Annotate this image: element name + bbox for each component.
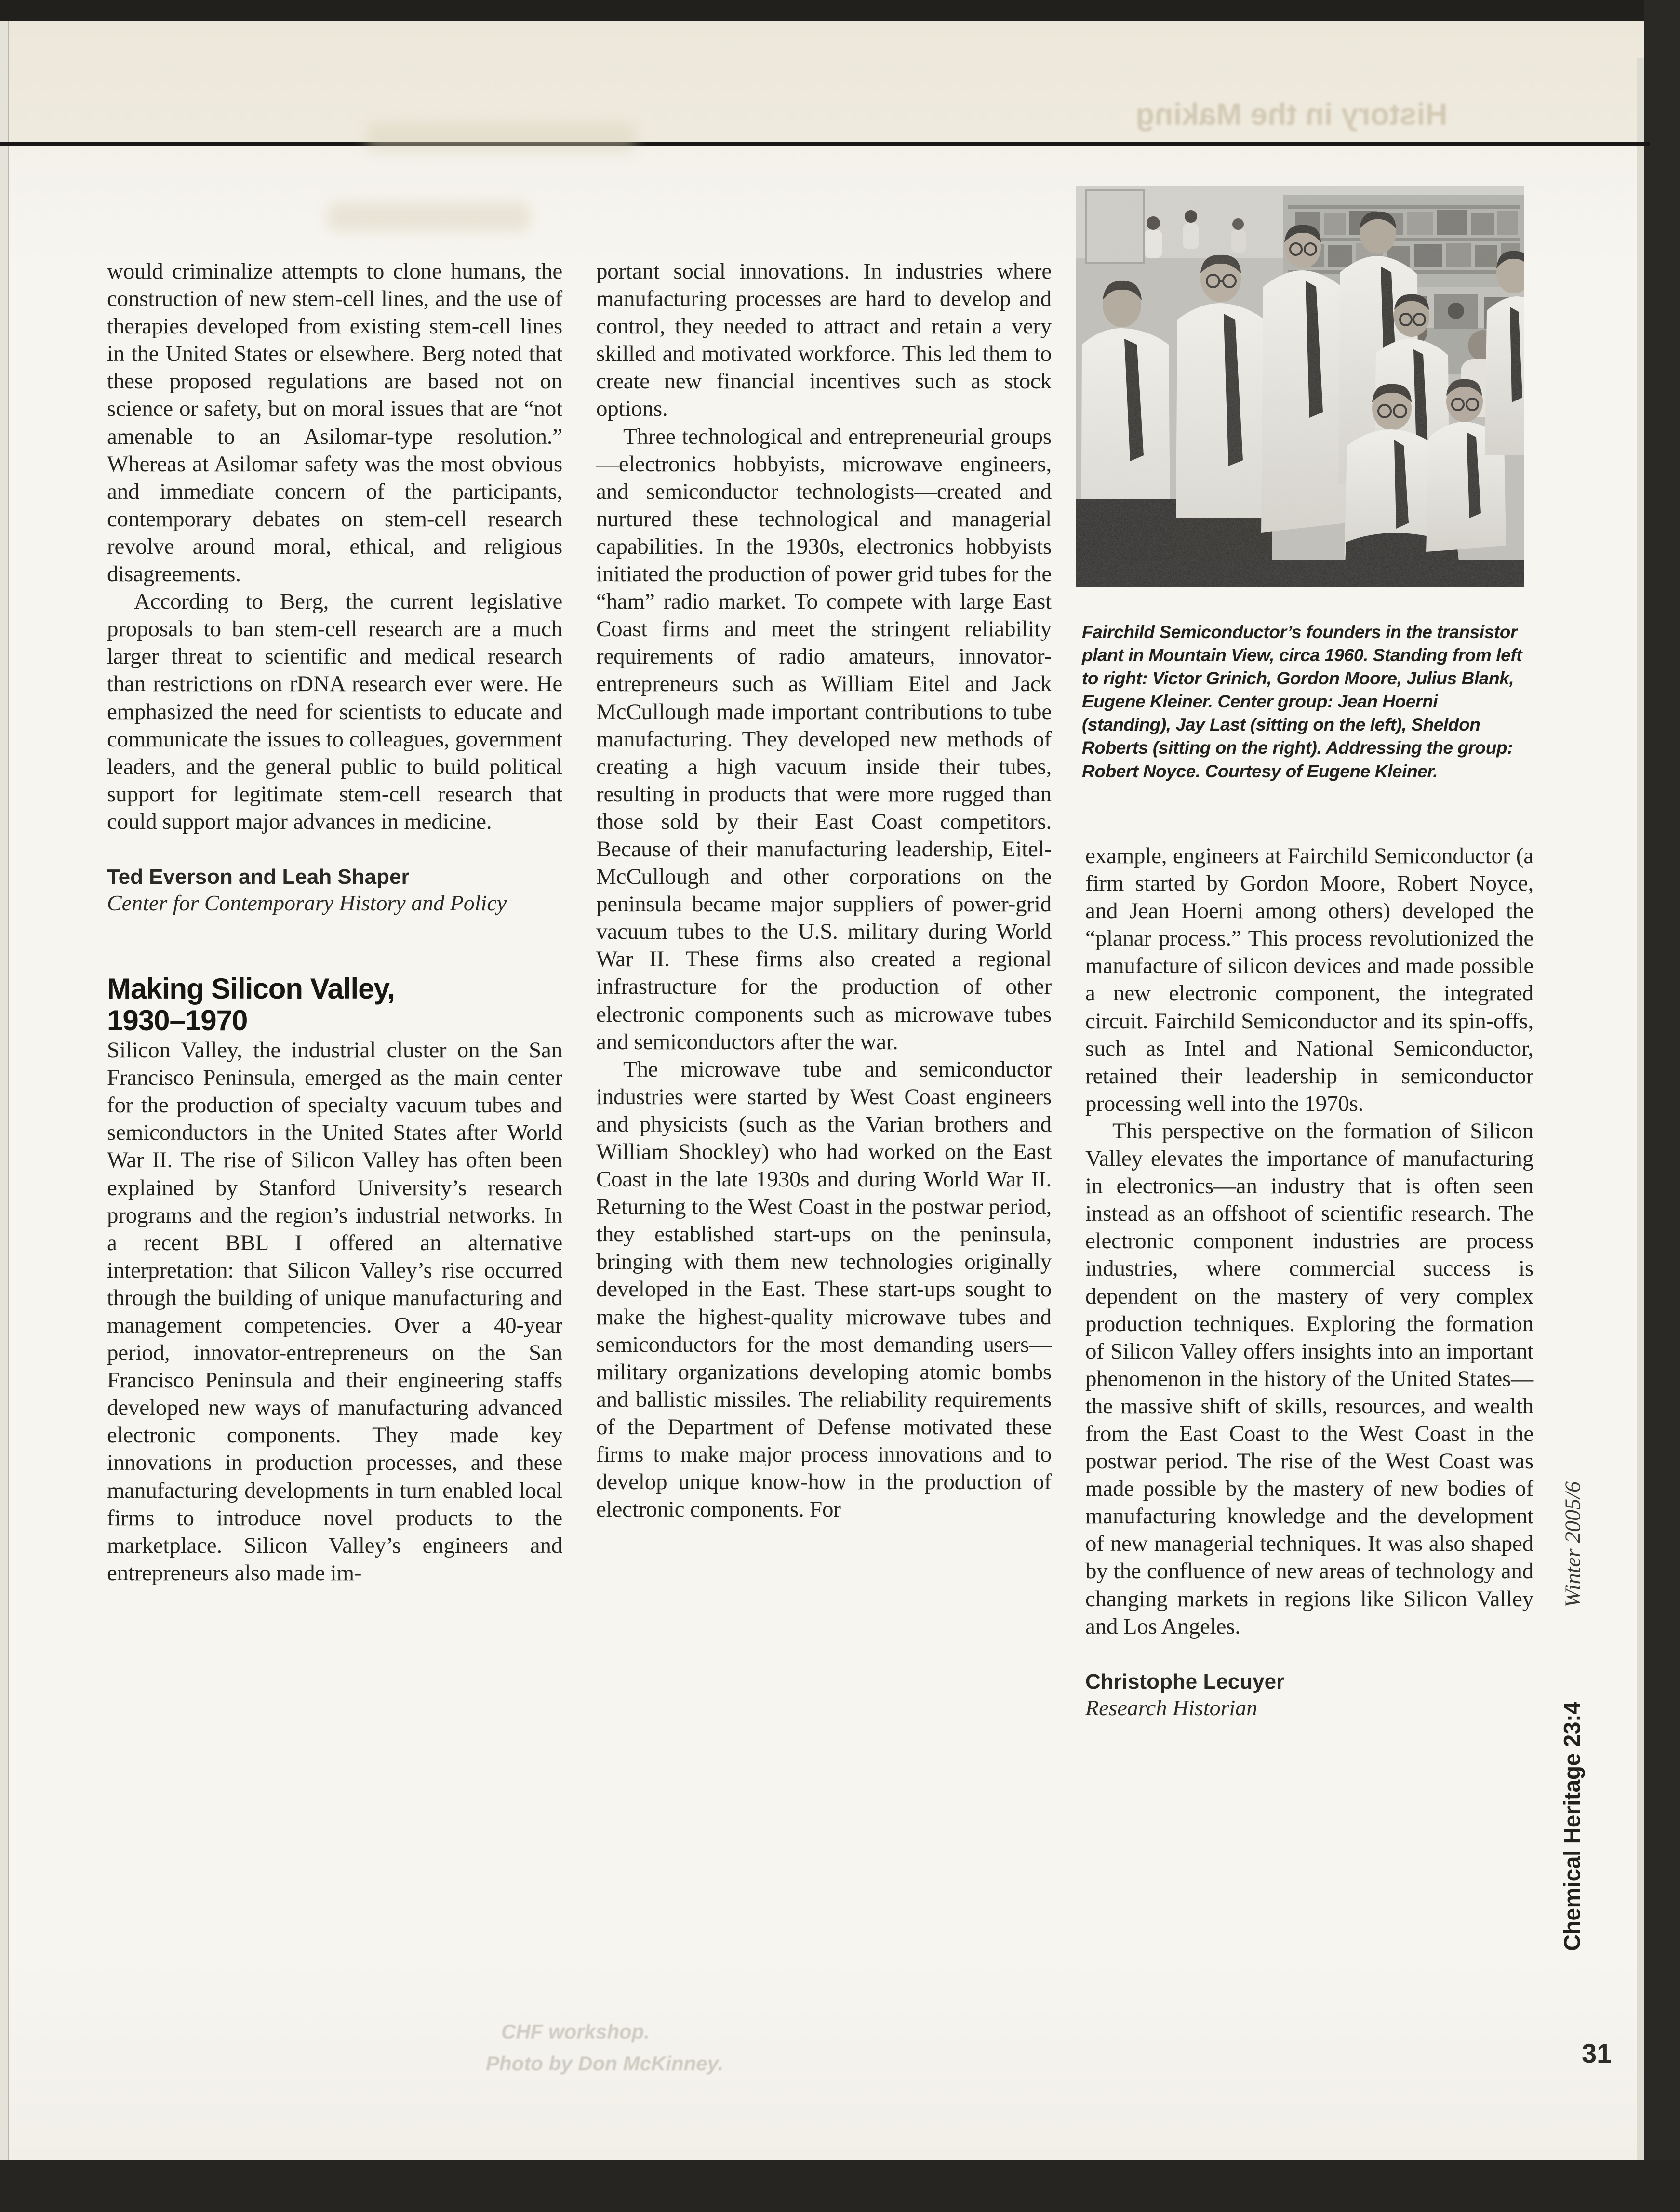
column-1 (107, 258, 562, 1587)
section-heading-line2: 1930–1970 (107, 1004, 248, 1037)
header-rule (0, 142, 1650, 146)
byline-author: Ted Everson and Leah Shaper (107, 865, 410, 889)
page-edge-left (0, 21, 9, 2160)
byline-affiliation: Center for Contemporary History and Policy (107, 890, 507, 915)
body-paragraph: According to Berg, the current legislative proposals to ban stem-cell research are a much larger threat to scientific and medical research than restrictions on rDNA research ever were. He emphasized the need for scientists to educate and communicate the issues to colleagues, government leaders, and the general public to build political support for legitimate stem-cell research that could support major advances in medicine. (107, 589, 562, 834)
section-heading-line1: Making Silicon Valley, (107, 973, 395, 1005)
ghost-bleed-text (328, 202, 530, 231)
scanner-background-right (1644, 0, 1680, 2212)
ghost-bleed-text (366, 123, 636, 152)
scanner-background-bottom (0, 2160, 1680, 2212)
byline-affiliation: Research Historian (1085, 1695, 1258, 1720)
body-paragraph: The microwave tube and semiconductor industries were started by West Coast engineers and physicists (such as the Varian brothers and William Shockley) who had worked on the East Coast in the late 1930s and during World War II. Returning to the West Coast in the postwar period, they established start-ups on the peninsula, bringing with them new technologies originally developed in the East. These start-ups sought to make the highest-quality microwave tubes and semiconductors for the most demanding users—military organizations developing atomic bombs and ballistic missiles. The reliability requirements of the Department of Defense motivated these firms to make major process innovations and to develop unique know-how in the production of electronic components. For (596, 1056, 1052, 1522)
scanner-background-top (0, 0, 1680, 21)
page-edge-right (1637, 58, 1644, 2160)
sidebar-journal-label: Chemical Heritage 23:4 (1560, 1702, 1586, 1951)
ghost-photo-credit: Photo by Don McKinney. (486, 2052, 724, 2075)
byline-author: Christophe Lecuyer (1085, 1669, 1285, 1693)
body-paragraph: Three technological and entrepreneurial groups—electronics hobbyists, microwave engineers, and semiconductor technologists—created and nurtured these technological and managerial capabilities. In the 1930s, electronics hobbyists initiated the production of power grid tubes for the “ham” radio market. To compete with large East Coast firms and meet the stringent reliability requirements of radio amateurs, innovator-entrepreneurs such as William Eitel and Jack McCullough made important contributions to tube manufacturing. They developed new methods of creating a high vacuum inside their tubes, resulting in products that were more rugged than those sold by their East Coast competitors. Because of their manufacturing leadership, Eitel-McCullough and other corporations on the peninsula became major suppliers of power-grid vacuum tubes to the U.S. military during World War II. These firms also created a regional infrastructure for the production of other electronic components such as microwave tubes and semiconductors after the war. (596, 424, 1052, 1054)
section-heading (107, 973, 562, 1037)
byline-block (1085, 1669, 1533, 1721)
body-paragraph: would criminalize attempts to clone humans, the construction of new stem-cell lines, and the use of therapies developed from existing stem-cell lines in the United States or elsewhere. Berg noted that these proposed regulations are based not on science or safety, but on moral issues that are “not amenable to an Asilomar-type resolution.” Whereas at Asilomar safety was the most obvious and immediate concern of the participants, contemporary debates on stem-cell research revolve around moral, ethical, and religious disagreements. (107, 259, 562, 587)
column-2 (596, 258, 1052, 1523)
ghost-running-header: History in the Making (1135, 97, 1448, 132)
page-number: 31 (1582, 2038, 1612, 2068)
founders-photo (1076, 186, 1524, 587)
body-paragraph: Silicon Valley, the industrial cluster on the San Francisco Peninsula, emerged as the main center for the production of specialty vacuum tubes and semiconductors in the United States after World War II. The rise of Silicon Valley has often been explained by Stanford University’s research programs and the region’s industrial networks. In a recent BBL I offered an alternative interpretation: that Silicon Valley’s rise occurred through the building of unique manufacturing and management competencies. Over a 40-year period, innovator-entrepreneurs on the San Francisco Peninsula and their engineering staffs developed new ways of manufacturing advanced electronic components. They made key innovations in production processes, and these manufacturing developments in turn enabled local firms to introduce novel products to the marketplace. Silicon Valley’s engineers and entrepreneurs also made im- (107, 1038, 562, 1586)
founders-photo-illustration (1076, 186, 1524, 587)
photo-caption: Fairchild Semiconductor’s founders in the transistor plant in Mountain View, circa 1960. Standing from left to right: Victor Grinich, Gordon Moore, Julius Blank, Eugene Kleiner. Center group: Jean Hoerni (standing), Jay Last (sitting on the left), Sheldon Roberts (sitting on the right). Addressing the group: Robert Noyce. Courtesy of Eugene Kleiner. (1082, 622, 1522, 781)
byline-block (107, 865, 562, 916)
sidebar-issue-label: Winter 2005/6 (1560, 1481, 1585, 1608)
body-paragraph: portant social innovations. In industries where manufacturing processes are hard to develop and control, they needed to attract and retain a very skilled and motivated workforce. This led them to create new financial incentives such as stock options. (596, 259, 1052, 422)
column-3 (1085, 842, 1533, 1721)
body-paragraph: This perspective on the formation of Silicon Valley elevates the importance of manufacturing in electronics—an industry that is often seen instead as an offshoot of scientific research. The electronic component industries are process industries, where commercial success is dependent on the mastery of very complex production techniques. Exploring the formation of Silicon Valley offers insights into an important phenomenon in the history of the United States—the massive shift of skills, resources, and wealth from the East Coast to the West Coast in the postwar period. The rise of the West Coast was made possible by the mastery of new bodies of manufacturing knowledge and the development of new managerial techniques. It was also shaped by the confluence of new areas of technology and changing markets in regions like Silicon Valley and Los Angeles. (1085, 1118, 1533, 1639)
ghost-photo-credit: CHF workshop. (501, 2020, 650, 2043)
body-paragraph: example, engineers at Fairchild Semiconductor (a firm started by Gordon Moore, Robert Noyce, and Jean Hoerni among others) developed the “planar process.” This process revolutionized the manufacture of silicon devices and made possible a new electronic component, the integrated circuit. Fairchild Semiconductor and its spin-offs, such as Intel and National Semiconductor, retained their leadership in semiconductor processing well into the 1970s. (1085, 843, 1533, 1116)
